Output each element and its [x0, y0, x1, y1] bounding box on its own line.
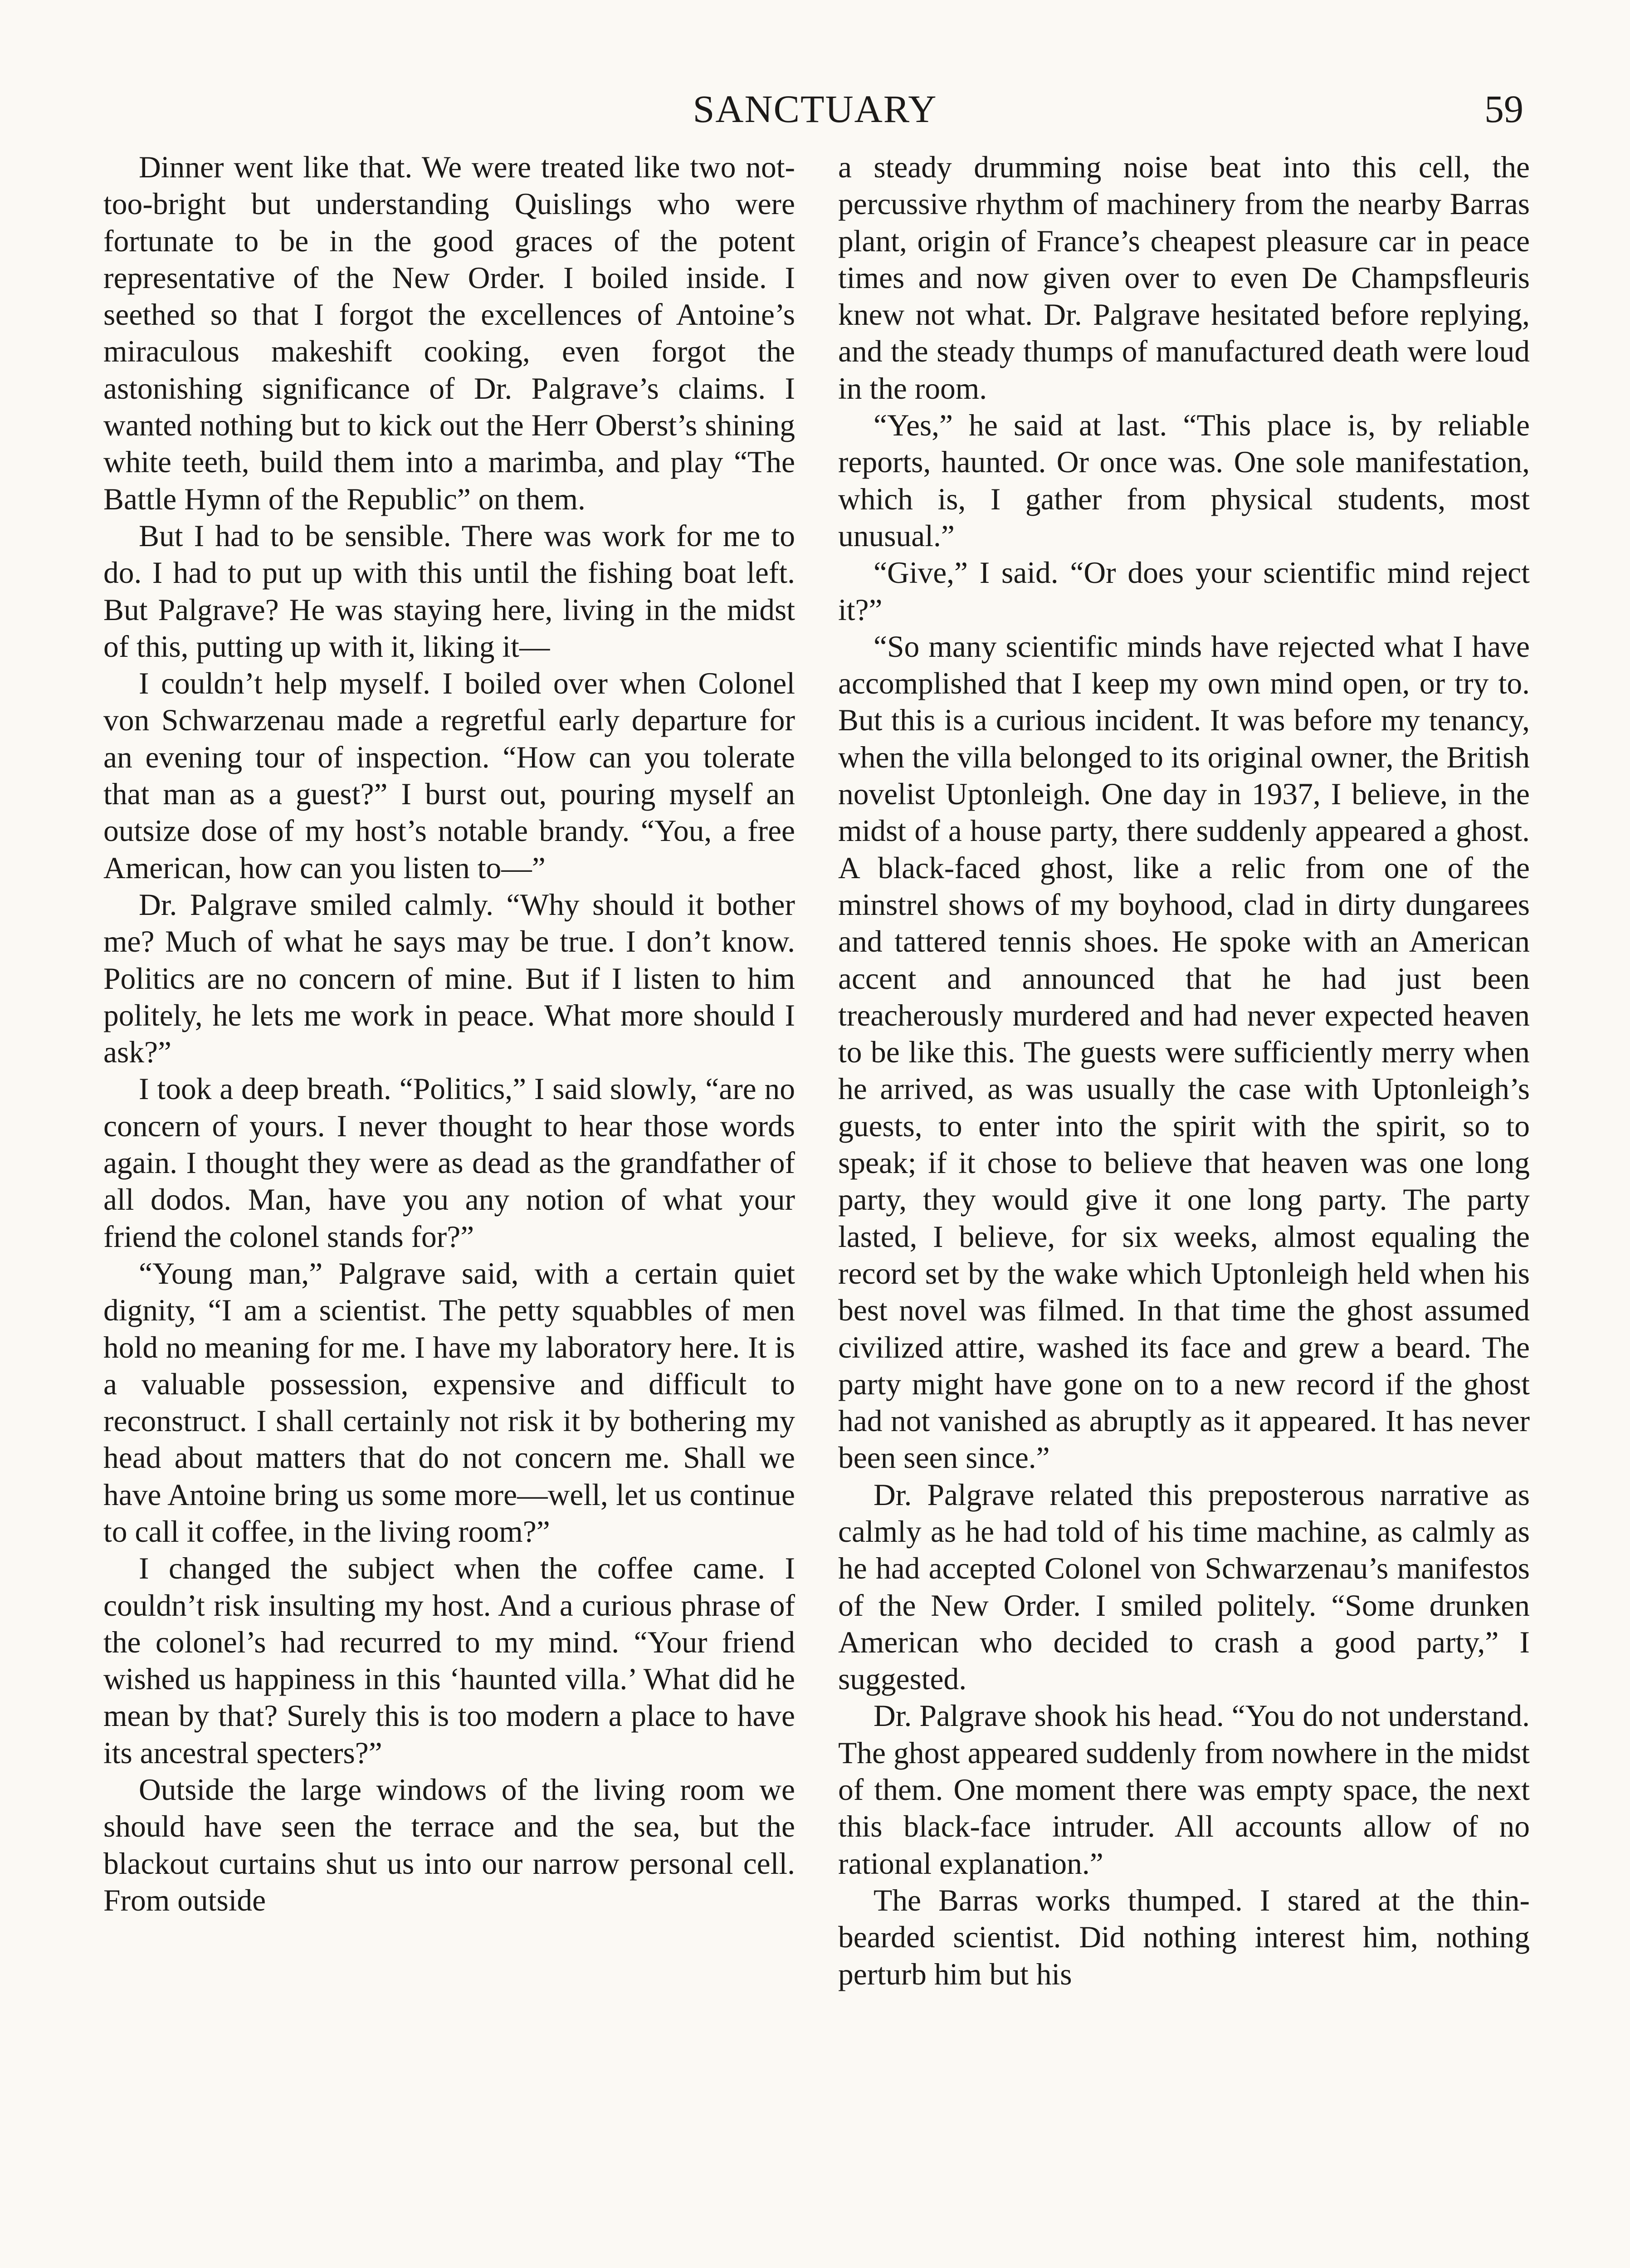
paragraph: Dr. Palgrave related this preposterous narrative as calmly as he had told of his time machine, as calmly as he had accepted Colonel von Schwarzenau’s manifestos of the New Order. I smiled politely. “Some drunken American who decided to crash a good party,” I suggested.: [838, 1477, 1530, 1696]
paragraph: I couldn’t help myself. I boiled over when Colonel von Schwarzenau made a regretful early departure for an evening tour of inspection. “How can you tolerate that man as a guest?” I burst out, pouring myself an outsize dose of my host’s notable brandy. “You, a free American, how can you listen to—”: [103, 666, 795, 885]
paragraph-continuation: a steady drumming noise beat into this cell, the percussive rhythm of machinery from the nearby Barras plant, origin of France’s cheapest pleasure car in peace times and now given over to even De Champsfleuris knew not what. Dr. Palgrave hesitated before replying, and the steady thumps of manufactured death were loud in the room.: [838, 150, 1530, 406]
paragraph: “So many scientific minds have rejected what I have accomplished that I keep my own mind open, or try to. But this is a curious incident. It was before my tenancy, when the villa belonged to its original owner, the British novelist Uptonleigh. One day in 1937, I believe, in the midst of a house party, there suddenly appeared a ghost. A black-faced ghost, like a relic from one of the minstrel shows of my boyhood, clad in dirty dungarees and tattered tennis shoes. He spoke with an American accent and announced that he had just been treacherously murdered and had never expected heaven to be like this. The guests were sufficiently merry when he arrived, as was usually the case with Uptonleigh’s guests, to enter into the spirit with the spirit, so to speak; if it chose to believe that heaven was one long party, they would give it one long party. The party lasted, I believe, for six weeks, almost equaling the record set by the wake which Uptonleigh held when his best novel was filmed. In that time the ghost assumed civilized attire, washed its face and grew a beard. The party might have gone on to a new record if the ghost had not vanished as abruptly as it appeared. It has never been seen since.”: [838, 629, 1530, 1475]
paragraph: Dr. Palgrave shook his head. “You do not understand. The ghost appeared suddenly from nowhere in the midst of them. One moment there was empty space, the next this black-face intruder. All accounts allow of no rational explanation.”: [838, 1699, 1530, 1881]
paragraph: “Young man,” Palgrave said, with a certain quiet dignity, “I am a scientist. The petty squabbles of men hold no meaning for me. I have my laboratory here. It is a valuable possession, expensive and difficult to reconstruct. I shall certainly not risk it by bothering my head about matters that do not concern me. Shall we have Antoine bring us some more—well, let us continue to call it coffee, in the living room?”: [103, 1256, 795, 1549]
page-header: [0, 84, 1630, 134]
paragraph: But I had to be sensible. There was work for me to do. I had to put up with this until the fishing boat left. But Palgrave? He was staying here, living in the midst of this, putting up with it, liking it—: [103, 518, 795, 664]
paragraph: “Yes,” he said at last. “This place is, by reliable reports, haunted. Or once was. One sole manifestation, which is, I gather from physical students, most unusual.”: [838, 408, 1530, 553]
paragraph: I changed the subject when the coffee came. I couldn’t risk insulting my host. And a curious phrase of the colonel’s had recurred to my mind. “Your friend wished us happiness in this ‘haunted villa.’ What did he mean by that? Surely this is too modern a place to have its ancestral specters?”: [103, 1551, 795, 1770]
page-number: 59: [1484, 87, 1523, 131]
left-column: [103, 149, 795, 1919]
paragraph: I took a deep breath. “Politics,” I said slowly, “are no concern of yours. I never thought to hear those words again. I thought they were as dead as the grandfather of all dodos. Man, have you any notion of what your friend the colonel stands for?”: [103, 1072, 795, 1254]
paragraph: Outside the large windows of the living room we should have seen the terrace and the sea, but the blackout curtains shut us into our narrow personal cell. From outside: [103, 1773, 795, 1917]
paragraph: Dr. Palgrave smiled calmly. “Why should it bother me? Much of what he says may be true. I don’t know. Politics are no concern of mine. But if I listen to him politely, he lets me work in peace. What more should I ask?”: [103, 887, 795, 1070]
right-column: [838, 149, 1530, 1993]
paragraph: Dinner went like that. We were treated like two not-too-bright but understanding Quislings who were fortunate to be in the good graces of the potent representative of the New Order. I boiled inside. I seethed so that I forgot the excellences of Antoine’s miraculous makeshift cooking, even forgot the astonishing significance of Dr. Palgrave’s claims. I wanted nothing but to kick out the Herr Oberst’s shining white teeth, build them into a marimba, and play “The Battle Hymn of the Republic” on them.: [103, 150, 795, 516]
paragraph: The Barras works thumped. I stared at the thin-bearded scientist. Did nothing interest him, nothing perturb him but his: [838, 1883, 1530, 1991]
running-title: SANCTUARY: [693, 87, 937, 131]
paragraph: “Give,” I said. “Or does your scientific mind reject it?”: [838, 556, 1530, 627]
